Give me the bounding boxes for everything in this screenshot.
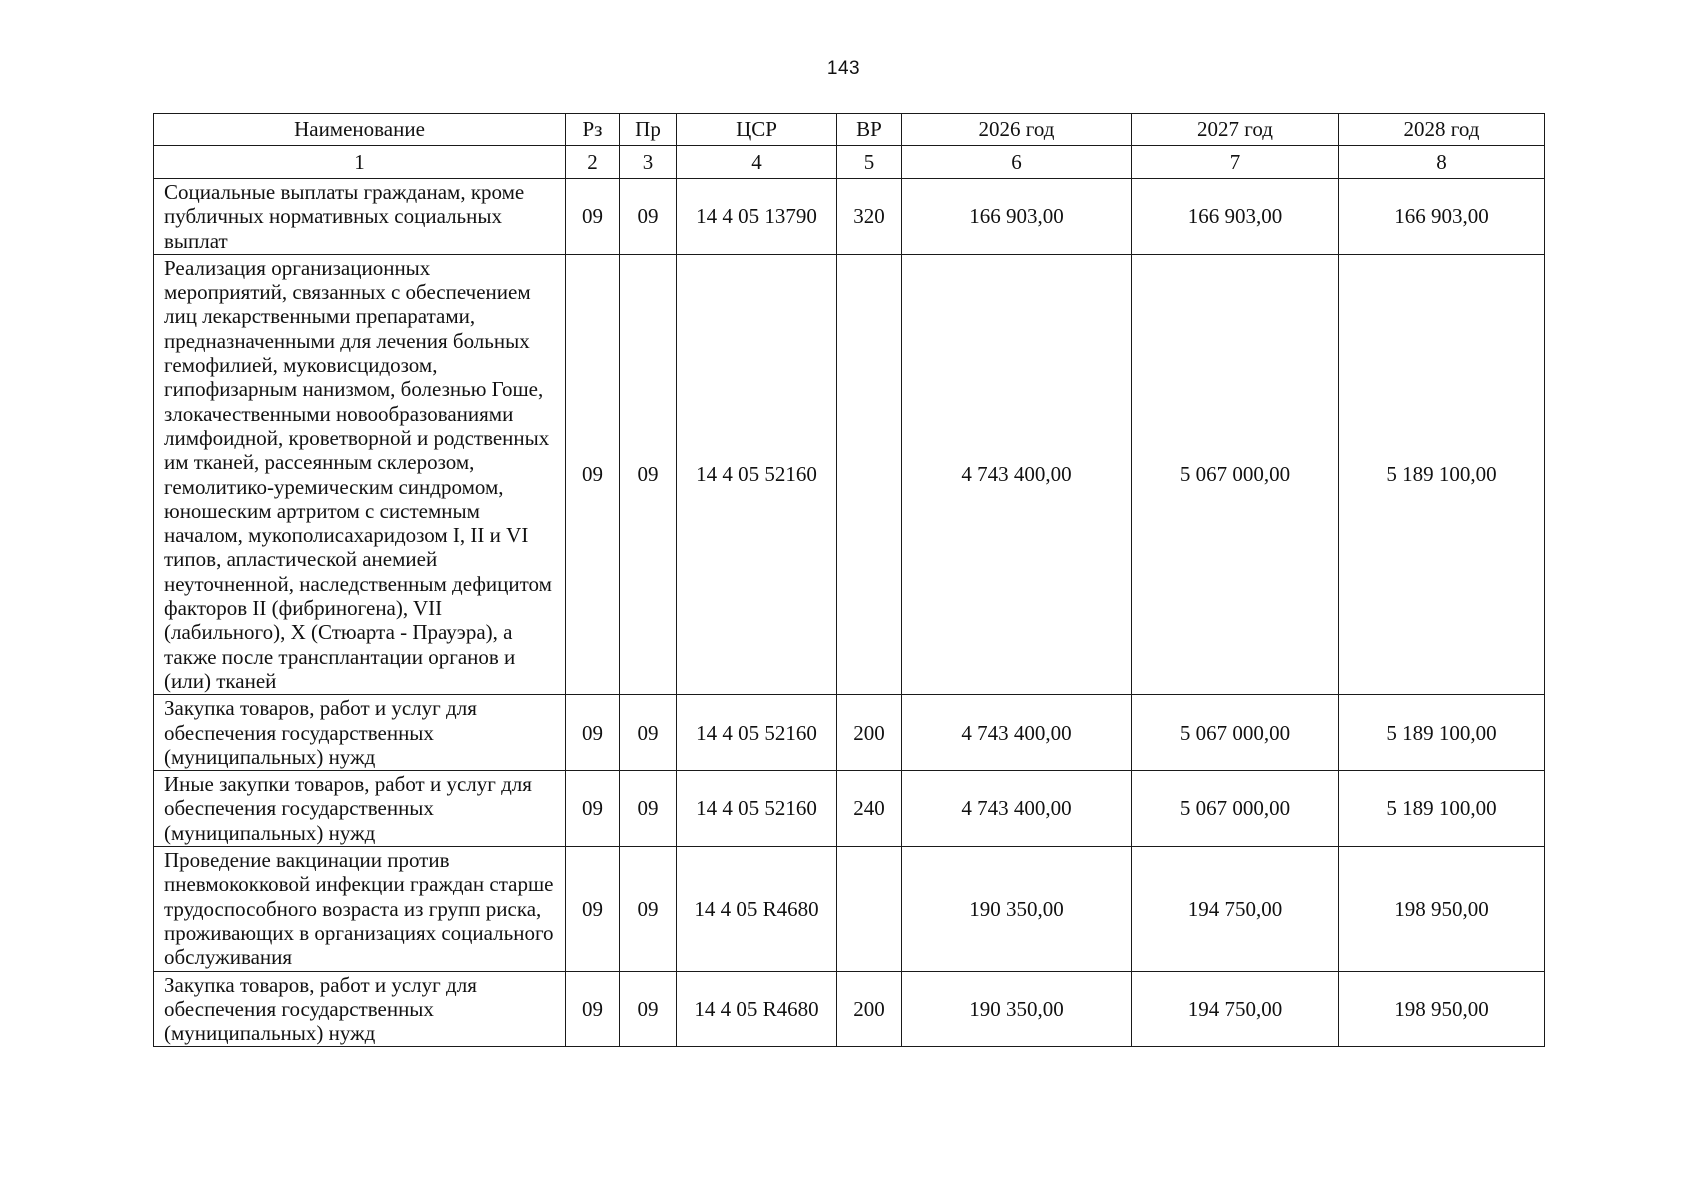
column-index-cell: 2 bbox=[566, 146, 620, 179]
row-vr bbox=[837, 254, 902, 694]
row-name: Проведение вакцинации против пневмококковой инфекции граждан старше трудоспособного возраста из групп риска, проживающих в организациях социального обслуживания bbox=[154, 847, 566, 971]
row-2027: 166 903,00 bbox=[1132, 179, 1339, 255]
table-row bbox=[154, 847, 1545, 971]
row-2028: 198 950,00 bbox=[1339, 847, 1545, 971]
row-2027: 194 750,00 bbox=[1132, 847, 1339, 971]
row-2026: 4 743 400,00 bbox=[902, 254, 1132, 694]
column-index-cell: 6 bbox=[902, 146, 1132, 179]
row-csr: 14 4 05 52160 bbox=[677, 771, 837, 847]
row-vr: 240 bbox=[837, 771, 902, 847]
row-rz: 09 bbox=[566, 179, 620, 255]
header-pr: Пр bbox=[620, 114, 677, 146]
row-2028: 5 189 100,00 bbox=[1339, 695, 1545, 771]
column-index-cell: 4 bbox=[677, 146, 837, 179]
column-index-cell: 5 bbox=[837, 146, 902, 179]
row-2027: 5 067 000,00 bbox=[1132, 254, 1339, 694]
row-rz: 09 bbox=[566, 695, 620, 771]
header-2028: 2028 год bbox=[1339, 114, 1545, 146]
row-2027: 5 067 000,00 bbox=[1132, 771, 1339, 847]
row-name: Закупка товаров, работ и услуг для обеспечения государственных (муниципальных) нужд bbox=[154, 695, 566, 771]
row-2026: 4 743 400,00 bbox=[902, 695, 1132, 771]
row-csr: 14 4 05 R4680 bbox=[677, 971, 837, 1047]
row-pr: 09 bbox=[620, 971, 677, 1047]
row-csr: 14 4 05 R4680 bbox=[677, 847, 837, 971]
table-row bbox=[154, 695, 1545, 771]
row-pr: 09 bbox=[620, 179, 677, 255]
row-2027: 5 067 000,00 bbox=[1132, 695, 1339, 771]
row-2026: 190 350,00 bbox=[902, 971, 1132, 1047]
row-name: Реализация организационных мероприятий, связанных с обеспечением лиц лекарственными препаратами, предназначенными для лечения больных гемофилией, муковисцидозом, гипофизарным нанизмом, болезнью Гоше, злокачественными новообразованиями лимфоидной, кроветворной и родственных им тканей, рассеянным склерозом, гемолитико-уремическим синдромом, юношеским артритом с системным началом, мукополисахаридозом I, II и VI типов, апластической анемией неуточненной, наследственным дефицитом факторов II (фибриногена), VII (лабильного), X (Стюарта - Прауэра), а также после трансплантации органов и (или) тканей bbox=[154, 254, 566, 694]
row-csr: 14 4 05 52160 bbox=[677, 695, 837, 771]
table-row bbox=[154, 254, 1545, 694]
row-2028: 198 950,00 bbox=[1339, 971, 1545, 1047]
row-vr: 200 bbox=[837, 695, 902, 771]
row-2027: 194 750,00 bbox=[1132, 971, 1339, 1047]
row-2026: 190 350,00 bbox=[902, 847, 1132, 971]
budget-table bbox=[153, 113, 1545, 1047]
header-2027: 2027 год bbox=[1132, 114, 1339, 146]
row-name: Социальные выплаты гражданам, кроме публичных нормативных социальных выплат bbox=[154, 179, 566, 255]
row-vr: 320 bbox=[837, 179, 902, 255]
row-rz: 09 bbox=[566, 971, 620, 1047]
row-2028: 166 903,00 bbox=[1339, 179, 1545, 255]
row-name: Закупка товаров, работ и услуг для обеспечения государственных (муниципальных) нужд bbox=[154, 971, 566, 1047]
column-index-cell: 7 bbox=[1132, 146, 1339, 179]
row-pr: 09 bbox=[620, 771, 677, 847]
row-2026: 4 743 400,00 bbox=[902, 771, 1132, 847]
header-vr: ВР bbox=[837, 114, 902, 146]
row-vr bbox=[837, 847, 902, 971]
table-row bbox=[154, 771, 1545, 847]
column-index-cell: 3 bbox=[620, 146, 677, 179]
row-rz: 09 bbox=[566, 771, 620, 847]
column-index-cell: 1 bbox=[154, 146, 566, 179]
column-index-row bbox=[154, 146, 1545, 179]
row-rz: 09 bbox=[566, 254, 620, 694]
row-2028: 5 189 100,00 bbox=[1339, 254, 1545, 694]
row-rz: 09 bbox=[566, 847, 620, 971]
header-rz: Рз bbox=[566, 114, 620, 146]
row-2026: 166 903,00 bbox=[902, 179, 1132, 255]
header-csr: ЦСР bbox=[677, 114, 837, 146]
row-csr: 14 4 05 13790 bbox=[677, 179, 837, 255]
column-index-cell: 8 bbox=[1339, 146, 1545, 179]
row-2028: 5 189 100,00 bbox=[1339, 771, 1545, 847]
page-number: 143 bbox=[826, 58, 861, 79]
header-row bbox=[154, 114, 1545, 146]
row-name: Иные закупки товаров, работ и услуг для обеспечения государственных (муниципальных) нужд bbox=[154, 771, 566, 847]
table-row bbox=[154, 179, 1545, 255]
header-name: Наименование bbox=[154, 114, 566, 146]
table-row bbox=[154, 971, 1545, 1047]
row-csr: 14 4 05 52160 bbox=[677, 254, 837, 694]
row-pr: 09 bbox=[620, 695, 677, 771]
header-2026: 2026 год bbox=[902, 114, 1132, 146]
row-pr: 09 bbox=[620, 847, 677, 971]
row-vr: 200 bbox=[837, 971, 902, 1047]
row-pr: 09 bbox=[620, 254, 677, 694]
